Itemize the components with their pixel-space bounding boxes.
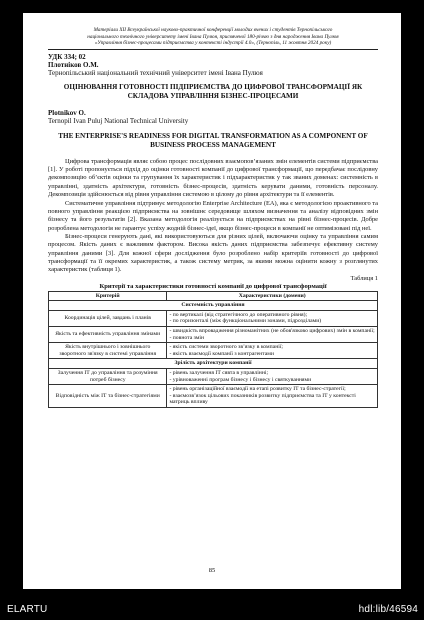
criterion-cell: Якість та ефективність управління змінами — [49, 326, 167, 342]
conference-header — [48, 27, 378, 47]
document-page — [23, 13, 401, 589]
characteristics-cell: - рівень організаційної взаємодії на етапі розвитку ІТ та бізнес-стратегії; - взаємозв’язок цільових показників розвитку підприємства та ІТ у контексті матриць впливу — [167, 385, 378, 408]
affiliation-ua: Тернопільський національний технічний університет імені Івана Пулюя — [48, 68, 263, 77]
handle-label: hdl:lib/46594 — [358, 604, 418, 615]
section-architecture-maturity: Зрілість архітектури компанії — [49, 359, 378, 369]
table-row — [49, 343, 378, 359]
characteristics-cell: - швидкість впровадження різноманітних (не обов'язково цифрових) змін в компанії; - повнота змін — [167, 326, 378, 342]
table-header-row — [49, 291, 378, 301]
repository-label: ELARTU — [7, 604, 48, 615]
author-ua: Плотніков О.М. — [48, 60, 99, 69]
characteristics-cell: - по вертикалі (від стратегічного до оперативного рівня); - по горизонталі (між функціональними зонами, підрозділами) — [167, 310, 378, 326]
author-en: Plotnikov O. — [48, 109, 86, 118]
affiliation-en: Ternopil Ivan Puluj National Technical University — [48, 117, 189, 126]
body-paragraph: Бізнес-процеси генерують дані, які використовуються для різних цілей, включаючи оцінку та управління самим процесом. Якість даних є важливим фактором. Висока якість даних підприємства забезпечує ефективну систему управління даними [3]. Для кожної сфери дослідження було розроблено набір критеріїв готовності до цифрової трансформації та її окремих характеристик, а також систему метрик, за якими можна оцінити кожну з розглянутих характеристик (таблиця 1). — [48, 232, 378, 274]
title-ua: ОЦІНЮВАННЯ ГОТОВНОСТІ ПІДПРИЄМСТВА ДО ЦИФРОВОЇ ТРАНСФОРМАЦІЇ ЯК СКЛАДОВА УПРАВЛІННЯ БІЗНЕС-ПРОЦЕСАМИ — [63, 83, 363, 101]
header-line: Матеріали XII Всеукраїнської науково-практичної конференції молодих вчених і студентів Тернопільського — [93, 27, 333, 33]
table-number: Таблиця 1 — [350, 274, 378, 282]
table-row — [49, 368, 378, 384]
criterion-cell: Залучення ІТ до управління та розуміння потреб бізнесу — [49, 368, 167, 384]
table-row — [49, 385, 378, 408]
table-row — [49, 326, 378, 342]
characteristics-cell: - рівень залучення ІТ сявта в управлінні; - урівноваженні програм бізнесу і бізнесу і святкуваннями — [167, 368, 378, 384]
table-section-row — [49, 301, 378, 311]
page-number: 85 — [208, 567, 216, 574]
title-en: THE ENTERPRISE'S READINESS FOR DIGITAL TRANSFORMATION AS A COMPONENT OF BUSINESS PROCESS MANAGEMENT — [58, 131, 368, 149]
table-section-row — [49, 359, 378, 369]
criterion-cell: Якість внутрішнього і зовнішнього зворотного зв'язку в системі управління — [49, 343, 167, 359]
header-divider — [48, 49, 378, 50]
table-title: Критерії та характеристики готовності компанії до цифрової трансформації — [99, 282, 327, 290]
body-paragraph: Цифрова трансформація являє собою процес послідовних взаємопов’язаних змін елементів системи підприємства [1]. У роботі пропонується підхід до оцінки готовності компанії до цифрової трансформації, що передбачає послідовну декомпозицію об’єктів оцінки та групування їх характеристик і підхарактеристик у так званих доменах: системність в управлінні, здатність архітектури, готовність бізнес-процесів, здатність керувати даними, готовність персоналу. Декомпозиція здійснюється від рівня управління системою в цілому до рівня архітектури та її елементів. — [48, 157, 378, 199]
criterion-cell: Координація цілей, завдань і планів — [49, 310, 167, 326]
column-header-characteristics: Характеристики (домени) — [167, 291, 378, 301]
column-header-criterion: Критерій — [49, 291, 167, 301]
udk-code: УДК 334; 02 — [48, 52, 86, 61]
criteria-table — [48, 291, 378, 408]
criterion-cell: Відповідність між ІТ та бізнес-стратегіями — [49, 385, 167, 408]
body-paragraph: Систематичне управління підтримує методологію Enterprise Architecture (EA), яка є методологією проактивного та повного управління реакцією підприємства на зовнішнє середовище шляхом визначення та аналізу відповідних змін бізнесу та його результатів [2]. Вказана методологія реалізується на підприємствах на рівні бізнес-процесів. Добре розроблена методологія не гарантує успіху жодній бізнес-ідеї, якщо бізнес-процеси в компанії не оптимізовані під неї. — [48, 199, 378, 232]
table-row — [49, 310, 378, 326]
section-management-systematics: Системність управління — [49, 301, 378, 311]
header-line: «Управління бізнес-процесами підприємства у контексті індустрії 4.0», (Тернопіль, 11 жовтня 2024 року) — [94, 40, 332, 47]
page-content — [48, 27, 378, 408]
characteristics-cell: - якість системи зворотного зв’язку в компанії; - якість взаємодії компанії з контрагентами — [167, 343, 378, 359]
header-line: національного технічного університету імені Івана Пулюя, присвяченої 180-річчю з дня народження Івана Пулюя — [87, 33, 339, 40]
